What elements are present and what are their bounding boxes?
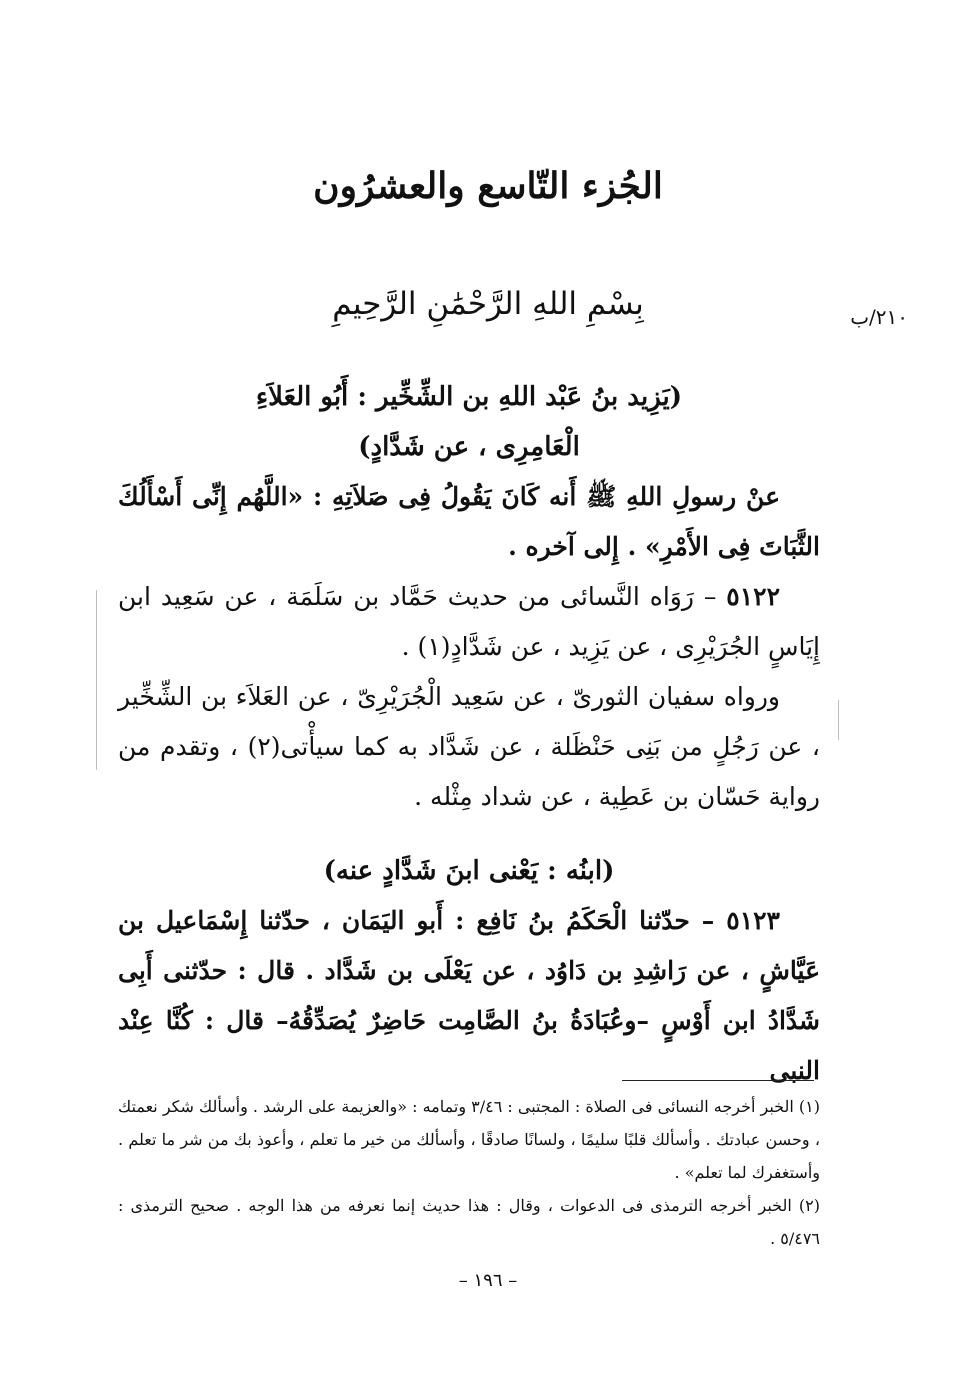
footnote-2: (٢) الخبر أخرجه الترمذى فى الدعوات ، وقال : هذا حديث إنما نعرفه من هذا الوجه . صحيح الترمذى : ٥/٤٧٦ . xyxy=(118,1196,820,1248)
section-ibnuh xyxy=(118,846,820,1096)
scan-mark-left xyxy=(96,590,97,770)
footnotes xyxy=(118,1090,820,1255)
footnote-divider xyxy=(622,1080,814,1081)
hadith-intro: عنْ رسولِ اللهِ ﷺ أَنه كَانَ يَقُولُ فِى صَلاَتِهِ : «اللَّهُم إِنِّى أَسْأَلُكَ الثَّبَاتَ فِى الأَمْرِ» . إِلى آخره . xyxy=(118,482,820,561)
section-heading-line1: (يَزِيد بنُ عَبْد اللهِ بن الشِّخِّير : أَبُو العَلاَءِ xyxy=(255,382,683,412)
folio-mark: ٢١٠/ب xyxy=(850,305,908,329)
entry-text: – حدّثنا الْحَكَمُ بنُ نَافِع : أَبو اليَمَان ، حدّثنا إِسْمَاعيل بن عَيَّاشٍ ، عن رَاشِدِ بن دَاوُد ، عن يَعْلَى بن شَدَّاد . قال : حدّثنى أَبِى شَدَّادُ ابن أَوْسٍ –وعُبَادَةُ بنُ الصَّامِت حَاضِرٌ يُصَدِّقُهُ– قال : كُنَّا عِنْد النبى xyxy=(118,906,820,1085)
page-number: – ١٩٦ – xyxy=(458,1270,518,1291)
entry-number: ٥١٢٣ xyxy=(726,906,780,935)
narration-paragraph: ورواه سفيان الثورىّ ، عن سَعِيد الْجُرَيْرِىّ ، عن العَلاَء بن الشِّخِّير ، عن رَجُلٍ من بَنِى حَنْظَلة ، عن شَدَّاد به كما سيأْتى(٢) ، وتقدم من رواية حَسّان بن عَطِية ، عن شداد مِثْله . xyxy=(118,682,820,811)
section-heading-line2: الْعَامِرِى ، عن شَدَّادٍ) xyxy=(358,432,580,462)
part-title: الجُزء التّاسع والعشرُون xyxy=(313,165,663,207)
entry-number: ٥١٢٢ xyxy=(726,582,780,611)
footnote-1: (١) الخبر أخرجه النسائى فى الصلاة : المجتبى : ٣/٤٦ وتمامه : «والعزيمة على الرشد . وأسألك شكر نعمتك ، وحسن عبادتك . وأسألك قلبًا سليمًا ، ولسانًا صادقًا ، وأسألك من خير ما تعلم ، وأعوذ بك من شر ما تعلم . وأستغفرك لما تعلم» . xyxy=(118,1097,820,1182)
basmala: بِسْمِ اللهِ الرَّحْمَٰنِ الرَّحِيمِ xyxy=(332,286,644,322)
section-yazid xyxy=(118,372,820,822)
entry-5122 xyxy=(118,572,820,672)
entry-text: – رَوَاه النَّسائى من حديث حَمَّاد بن سَلَمَة ، عن سَعِيد ابن إِيَاسٍ الجُرَيْرِى ، عن يَزِيد ، عن شَدَّادٍ(١) . xyxy=(118,582,820,661)
section-heading: (ابنُه : يَعْنى ابنَ شَدَّادٍ عنه) xyxy=(323,856,615,886)
entry-5123 xyxy=(118,896,820,1096)
scan-mark-right xyxy=(838,700,839,740)
